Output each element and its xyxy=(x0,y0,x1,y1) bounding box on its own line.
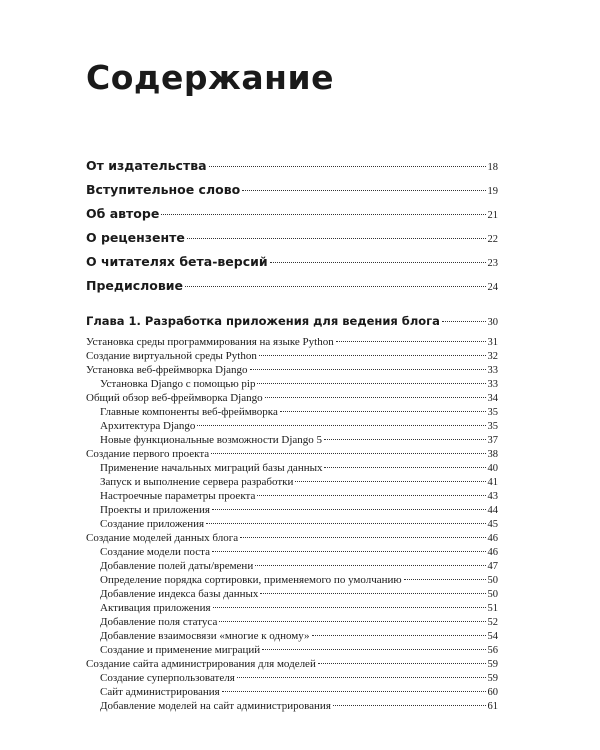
dot-leader xyxy=(211,453,485,454)
toc-entry-front xyxy=(86,278,498,293)
toc-entry-page: 33 xyxy=(487,379,498,390)
toc-entry-page: 46 xyxy=(487,533,498,544)
toc-entry-page: 24 xyxy=(487,282,498,293)
toc-entry-title: Создание приложения xyxy=(100,518,205,530)
toc-entry-page: 60 xyxy=(487,687,498,698)
toc-entry-title: Общий обзор веб-фреймворка Django xyxy=(86,392,263,404)
toc-entry-title: Добавление взаимосвязи «многие к одному» xyxy=(100,630,310,642)
toc-subsection xyxy=(86,462,498,474)
toc-entry-title: Главные компоненты веб-фреймворка xyxy=(100,406,278,418)
toc-entry-title: Настроечные параметры проекта xyxy=(100,490,256,502)
dot-leader xyxy=(336,341,486,342)
toc-entry-title: Установка среды программирования на языке Python xyxy=(86,336,334,348)
toc-entry-page: 51 xyxy=(487,603,498,614)
toc-entry-page: 40 xyxy=(487,463,498,474)
toc-entry-title: Об авторе xyxy=(86,206,160,221)
dot-leader xyxy=(312,635,486,636)
toc-entry-page: 59 xyxy=(487,659,498,670)
toc-entry-title: Создание первого проекта xyxy=(86,448,210,460)
toc-section xyxy=(86,350,498,362)
toc-entry-front xyxy=(86,158,498,173)
toc-entry-page: 34 xyxy=(487,393,498,404)
toc-entry-title: От издательства xyxy=(86,158,207,173)
toc-section xyxy=(86,658,498,670)
toc-entry-title: Определение порядка сортировки, применяемого по умолчанию xyxy=(100,574,402,586)
toc-subsection xyxy=(86,588,498,600)
dot-leader xyxy=(270,262,486,263)
toc-entry-title: Предисловие xyxy=(86,278,184,293)
dot-leader xyxy=(222,691,486,692)
toc-entry-page: 33 xyxy=(487,365,498,376)
toc-subsection xyxy=(86,476,498,488)
toc-section xyxy=(86,392,498,404)
toc-entry-page: 44 xyxy=(487,505,498,516)
toc-entry-page: 47 xyxy=(487,561,498,572)
toc-subsection xyxy=(86,616,498,628)
dot-leader xyxy=(219,621,485,622)
toc-entry-title: Добавление моделей на сайт администрирования xyxy=(100,700,331,712)
dot-leader xyxy=(259,355,486,356)
toc-entry-page: 31 xyxy=(487,337,498,348)
toc-subsection xyxy=(86,504,498,516)
toc-subsection xyxy=(86,644,498,656)
dot-leader xyxy=(318,663,486,664)
dot-leader xyxy=(187,238,486,239)
toc-entry-title: Сайт администрирования xyxy=(100,686,220,698)
toc-entry-page: 45 xyxy=(487,519,498,530)
toc-entry-page: 52 xyxy=(487,617,498,628)
dot-leader xyxy=(324,467,485,468)
toc-entry-page: 50 xyxy=(487,575,498,586)
toc-entry-page: 38 xyxy=(487,449,498,460)
toc-entry-title: Добавление индекса базы данных xyxy=(100,588,259,600)
toc-entry-page: 46 xyxy=(487,547,498,558)
toc-subsection xyxy=(86,574,498,586)
dot-leader xyxy=(262,649,485,650)
toc-entry-page: 37 xyxy=(487,435,498,446)
toc-subsection xyxy=(86,546,498,558)
toc-entry-front xyxy=(86,206,498,221)
toc-section xyxy=(86,448,498,460)
toc-subsection xyxy=(86,560,498,572)
dot-leader xyxy=(242,190,485,191)
dot-leader xyxy=(255,565,485,566)
dot-leader xyxy=(206,523,485,524)
dot-leader xyxy=(209,166,486,167)
dot-leader xyxy=(324,439,485,440)
toc-section xyxy=(86,336,498,348)
toc-entry-front xyxy=(86,230,498,245)
toc-subsection xyxy=(86,490,498,502)
toc-entry-front xyxy=(86,254,498,269)
toc-entry-title: Применение начальных миграций базы данных xyxy=(100,462,323,474)
dot-leader xyxy=(250,369,486,370)
toc-subsection xyxy=(86,630,498,642)
toc-entry-page: 56 xyxy=(487,645,498,656)
toc-entry-page: 43 xyxy=(487,491,498,502)
toc-entry-page: 50 xyxy=(487,589,498,600)
toc-entry-title: Добавление полей даты/времени xyxy=(100,560,254,572)
toc-entry-page: 61 xyxy=(487,701,498,712)
toc-entry-title: Вступительное слово xyxy=(86,182,241,197)
chapter-title: Глава 1. Разработка приложения для ведения блога xyxy=(86,314,440,328)
dot-leader xyxy=(185,286,485,287)
dot-leader xyxy=(257,495,485,496)
toc-subsection xyxy=(86,434,498,446)
toc-subsection xyxy=(86,406,498,418)
toc-subsection xyxy=(86,672,498,684)
page-title: Содержание xyxy=(86,58,334,97)
dot-leader xyxy=(212,509,486,510)
toc-chapter xyxy=(86,314,498,328)
toc-entry-title: Создание виртуальной среды Python xyxy=(86,350,257,362)
toc-entry-title: Новые функциональные возможности Django 5 xyxy=(100,434,323,446)
toc-subsection xyxy=(86,686,498,698)
dot-leader xyxy=(257,383,485,384)
dot-leader xyxy=(333,705,486,706)
toc-subsection xyxy=(86,378,498,390)
toc-entry-title: Установка Django с помощью pip xyxy=(100,378,256,390)
toc-section xyxy=(86,364,498,376)
toc-entry-title: Проекты и приложения xyxy=(100,504,210,516)
toc-subsection xyxy=(86,602,498,614)
toc-entry-title: Создание суперпользователя xyxy=(100,672,235,684)
toc-subsection xyxy=(86,700,498,712)
toc-subsection xyxy=(86,518,498,530)
dot-leader xyxy=(442,321,486,322)
toc-entry-front xyxy=(86,182,498,197)
toc-entry-page: 41 xyxy=(487,477,498,488)
toc-entry-title: Создание и применение миграций xyxy=(100,644,261,656)
chapter-page: 30 xyxy=(487,317,498,328)
dot-leader xyxy=(404,579,486,580)
dot-leader xyxy=(260,593,485,594)
toc-entry-page: 21 xyxy=(487,210,498,221)
toc-entry-page: 35 xyxy=(487,407,498,418)
toc-entry-page: 35 xyxy=(487,421,498,432)
toc-entry-page: 32 xyxy=(487,351,498,362)
dot-leader xyxy=(237,677,486,678)
toc-entry-title: Создание моделей данных блога xyxy=(86,532,239,544)
toc-entry-page: 59 xyxy=(487,673,498,684)
toc-subsection xyxy=(86,420,498,432)
toc-entry-title: Создание модели поста xyxy=(100,546,210,558)
toc-entry-page: 18 xyxy=(487,162,498,173)
toc-entry-page: 19 xyxy=(487,186,498,197)
toc-entry-title: Запуск и выполнение сервера разработки xyxy=(100,476,294,488)
dot-leader xyxy=(240,537,485,538)
dot-leader xyxy=(295,481,485,482)
dot-leader xyxy=(197,425,485,426)
toc-section xyxy=(86,532,498,544)
dot-leader xyxy=(280,411,486,412)
toc-entry-page: 23 xyxy=(487,258,498,269)
dot-leader xyxy=(161,214,485,215)
dot-leader xyxy=(213,607,486,608)
toc-entry-title: Активация приложения xyxy=(100,602,211,614)
toc-entry-title: Добавление поля статуса xyxy=(100,616,218,628)
toc-entry-title: О читателях бета-версий xyxy=(86,254,268,269)
toc-entry-page: 54 xyxy=(487,631,498,642)
toc-entry-title: Установка веб-фреймворка Django xyxy=(86,364,248,376)
toc-entry-title: Архитектура Django xyxy=(100,420,196,432)
toc-entry-title: Создание сайта администрирования для моделей xyxy=(86,658,316,670)
dot-leader xyxy=(212,551,486,552)
toc-entry-title: О рецензенте xyxy=(86,230,185,245)
dot-leader xyxy=(265,397,486,398)
toc-entry-page: 22 xyxy=(487,234,498,245)
